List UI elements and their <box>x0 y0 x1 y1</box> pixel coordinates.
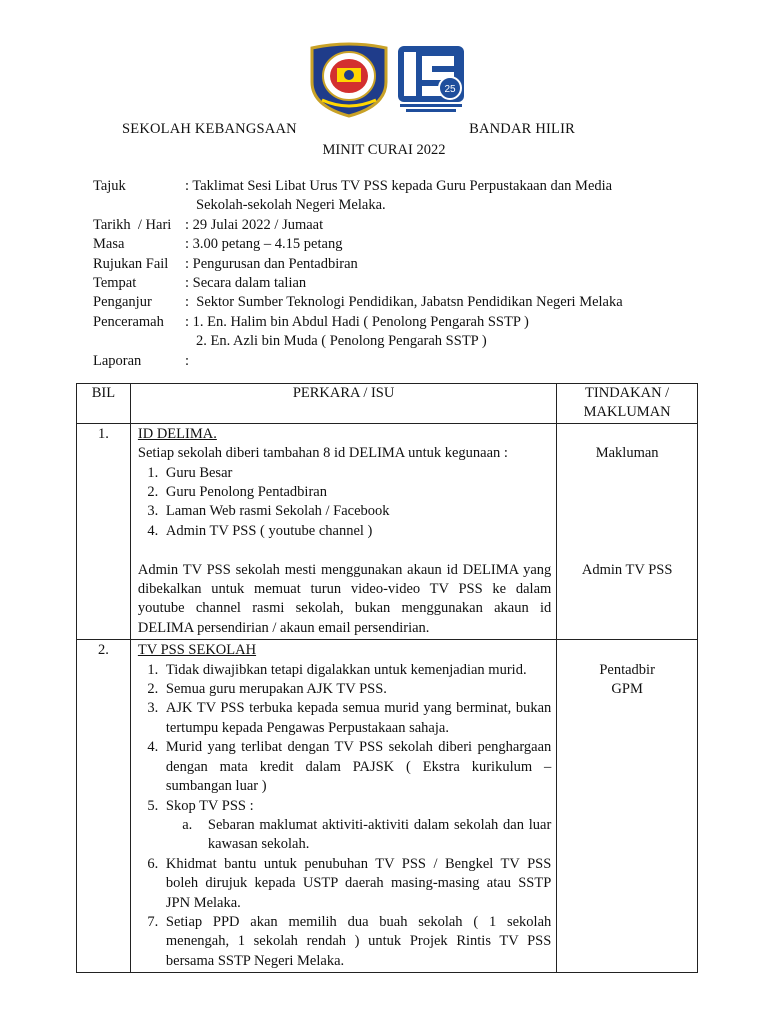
document-title: MINIT CURAI 2022 <box>322 142 446 158</box>
list-item: 1. Guru Besar <box>162 464 551 483</box>
info-sep: : <box>185 255 193 272</box>
list-item: 7. Setiap PPD akan memilih dua buah sekolah ( 1 sekolah menengah, 1 sekolah rendah ) untuk Projek Rintis TV PSS bersama SSTP Negeri Melaka. <box>162 913 551 971</box>
row-perkara <box>130 640 556 973</box>
tindakan-item: Makluman <box>595 445 659 462</box>
table-row <box>77 640 698 973</box>
list-item: 2. Guru Penolong Pentadbiran <box>162 483 551 502</box>
tindakan-item: Admin TV PSS <box>581 561 673 578</box>
info-sep: : <box>185 313 193 330</box>
tindakan-item: Pentadbir <box>599 661 655 678</box>
row-tindakan <box>557 640 698 973</box>
info-row-penceramah <box>93 313 693 352</box>
program-transformasi-sekolah-logo <box>396 42 466 114</box>
svg-text:25: 25 <box>444 84 456 95</box>
info-value: Taklimat Sesi Libat Urus TV PSS kepada Guru Perpustakaan dan Media <box>192 178 613 194</box>
school-name-left: SEKOLAH KEBANGSAAN <box>122 121 297 137</box>
section-paragraph: Admin TV PSS sekolah mesti menggunakan akaun id DELIMA yang dibekalkan untuk memuat turun video-video TV PSS ke dalam youtube channel rasmi sekolah, bukan menggunakan akaun id DELIMA persendirian / akaun email persendirian. <box>137 561 552 636</box>
info-row-tajuk <box>93 177 693 216</box>
numbered-list <box>138 464 551 542</box>
school-name-right: BANDAR HILIR <box>469 121 575 137</box>
minutes-table <box>76 383 698 973</box>
section-title: TV PSS SEKOLAH <box>137 642 257 659</box>
info-value: 1. En. Halim bin Abdul Hadi ( Penolong Pengarah SSTP ) <box>192 313 529 330</box>
info-value-cont: Sekolah-sekolah Negeri Melaka. <box>196 197 386 214</box>
info-value: Pengurusan dan Pentadbiran <box>192 255 358 272</box>
info-value: Secara dalam talian <box>192 275 307 292</box>
info-key: Tarikh / Hari <box>93 216 172 233</box>
row-bil: 1. <box>77 423 131 639</box>
meeting-info <box>93 177 693 371</box>
info-value: Sektor Sumber Teknologi Pendidikan, Jabatsn Pendidikan Negeri Melaka <box>196 294 623 311</box>
list-item: 4. Admin TV PSS ( youtube channel ) <box>162 522 551 541</box>
info-sep: : <box>185 352 190 369</box>
school-name-line <box>122 121 575 143</box>
list-item: 2. Semua guru merupakan AJK TV PSS. <box>162 680 551 699</box>
info-key: Tempat <box>93 275 137 292</box>
info-row-tempat <box>93 274 693 293</box>
info-value-cont: 2. En. Azli bin Muda ( Penolong Pengarah SSTP ) <box>196 333 487 350</box>
info-sep: : <box>185 275 193 292</box>
info-sep: : <box>185 216 193 233</box>
row-perkara <box>130 423 556 639</box>
list-item: 3. Laman Web rasmi Sekolah / Facebook <box>162 502 551 521</box>
header-tindakan <box>557 384 698 424</box>
list-item-text: Skop TV PSS : <box>165 797 254 814</box>
info-key: Rujukan Fail <box>93 255 169 272</box>
info-key: Laporan <box>93 352 142 369</box>
list-item: 4. Murid yang terlibat dengan TV PSS sekolah diberi penghargaan dengan mata kredit dalam PAJSK ( Ekstra kurikulum – sumbangan luar ) <box>162 738 551 796</box>
header-perkara-isu: PERKARA / ISU <box>130 384 556 424</box>
section-intro: Setiap sekolah diberi tambahan 8 id DELIMA untuk kegunaan : <box>137 445 508 462</box>
info-value: 29 Julai 2022 / Jumaat <box>192 216 324 233</box>
info-sep: : <box>185 236 193 253</box>
info-sep: : <box>185 294 197 311</box>
header-bil: BIL <box>77 384 131 424</box>
info-key: Penceramah <box>93 313 164 330</box>
info-row-laporan <box>93 352 693 371</box>
list-item: 3. AJK TV PSS terbuka kepada semua murid yang berminat, bukan tertumpu kepada Pengawas Perpustakaan sahaja. <box>162 699 551 738</box>
info-row-penganjur <box>93 293 693 312</box>
row-bil: 2. <box>77 640 131 973</box>
table-header-row <box>77 384 698 424</box>
info-row-rujukan <box>93 255 693 274</box>
sub-list <box>166 816 551 855</box>
tindakan-item: GPM <box>611 681 643 698</box>
info-sep: : <box>185 178 193 194</box>
list-item: 1. Tidak diwajibkan tetapi digalakkan untuk kemenjadian murid. <box>162 661 551 680</box>
sub-list-item: a. Sebaran maklumat aktiviti-aktiviti dalam sekolah dan luar kawasan sekolah. <box>196 816 551 855</box>
info-value: 3.00 petang – 4.15 petang <box>192 236 343 253</box>
section-title: ID DELIMA. <box>137 425 217 442</box>
header-tindakan-line1: TINDAKAN / <box>585 385 670 401</box>
info-row-tarikh <box>93 216 693 235</box>
info-row-masa <box>93 235 693 254</box>
list-item: 6. Khidmat bantu untuk penubuhan TV PSS / Bengkel TV PSS boleh dirujuk kepada USTP daerah masing-masing atau SSTP JPN Melaka. <box>162 855 551 913</box>
info-key: Tajuk <box>93 178 126 194</box>
info-key: Masa <box>93 236 125 253</box>
jpn-melaka-crest-logo <box>308 42 390 118</box>
numbered-list <box>138 661 551 972</box>
header-tindakan-line2: MAKLUMAN <box>583 404 671 421</box>
info-key: Penganjur <box>93 294 152 311</box>
list-item-with-sublist <box>162 797 551 855</box>
table-row <box>77 423 698 639</box>
row-tindakan <box>557 423 698 639</box>
logo-bar <box>0 42 768 120</box>
